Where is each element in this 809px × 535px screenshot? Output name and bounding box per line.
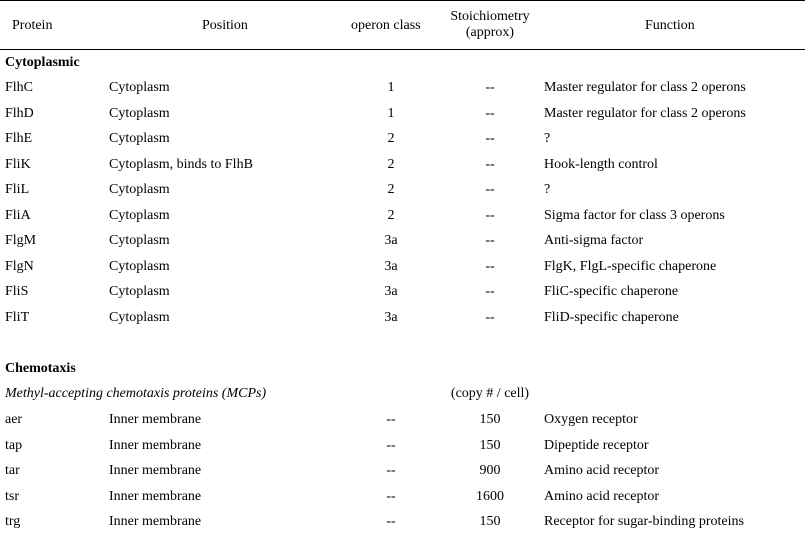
cell-stoichiometry: 150 <box>479 437 501 453</box>
cell-stoichiometry: 900 <box>479 463 501 478</box>
cell-position: Cytoplasm <box>109 258 170 274</box>
cell-protein: FliK <box>5 156 31 172</box>
header-bottom-rule <box>0 49 805 50</box>
cell-position: Cytoplasm <box>109 284 170 299</box>
cell-protein: tsr <box>5 488 19 504</box>
cell-function: FliC-specific chaperone <box>544 284 679 299</box>
cell-operon-class: 3a <box>384 258 398 274</box>
header-protein: Protein <box>12 18 53 33</box>
header-stoichiometry-line2: (approx) <box>465 25 515 40</box>
cell-function: FliD-specific chaperone <box>544 309 679 325</box>
cell-operon-class: 3a <box>384 309 398 325</box>
cell-protein: FliL <box>5 182 30 197</box>
cell-operon-class: 2 <box>387 207 395 223</box>
cell-function: Master regulator for class 2 operons <box>544 105 746 121</box>
cell-function: FlgK, FlgL-specific chaperone <box>544 258 717 274</box>
cell-function: Amino acid receptor <box>544 463 660 478</box>
cell-protein: FlhE <box>5 131 33 146</box>
cell-position: Cytoplasm <box>109 80 170 95</box>
header-stoichiometry-line1: Stoichiometry <box>450 9 530 24</box>
cell-stoichiometry: -- <box>485 309 495 325</box>
cell-operon-class: 3a <box>384 284 398 299</box>
cell-stoichiometry: 1600 <box>476 488 504 504</box>
cell-stoichiometry: -- <box>485 156 495 172</box>
copy-number-label: (copy # / cell) <box>450 386 530 401</box>
section-title-chemotaxis: Chemotaxis <box>5 361 76 376</box>
cell-function: Oxygen receptor <box>544 412 638 427</box>
cell-position: Inner membrane <box>109 514 202 529</box>
cell-function: ? <box>544 131 551 146</box>
cell-operon-class: 2 <box>387 156 395 172</box>
cell-position: Inner membrane <box>109 437 202 453</box>
table-top-rule <box>0 0 805 1</box>
cell-protein: aer <box>5 412 23 427</box>
cell-stoichiometry: -- <box>485 80 495 95</box>
cell-position: Cytoplasm <box>109 105 170 121</box>
cell-operon-class: 1 <box>387 80 395 95</box>
cell-stoichiometry: -- <box>485 182 495 197</box>
cell-protein: FlhC <box>5 80 34 95</box>
cell-operon-class: 3a <box>384 233 398 248</box>
cell-protein: FliA <box>5 207 31 223</box>
cell-stoichiometry: -- <box>485 233 495 248</box>
cell-operon-class: -- <box>386 488 396 504</box>
cell-position: Cytoplasm <box>109 207 170 223</box>
cell-stoichiometry: -- <box>485 258 495 274</box>
cell-position: Inner membrane <box>109 463 202 478</box>
cell-function: Sigma factor for class 3 operons <box>544 207 725 223</box>
cell-protein: FlhD <box>5 105 34 121</box>
cell-position: Cytoplasm <box>109 131 170 146</box>
cell-operon-class: -- <box>386 437 396 453</box>
cell-stoichiometry: 150 <box>479 412 501 427</box>
cell-function: Master regulator for class 2 operons <box>544 80 746 95</box>
cell-stoichiometry: -- <box>485 284 495 299</box>
header-stoichiometry <box>450 9 529 41</box>
cell-protein: tar <box>5 463 20 478</box>
cell-function: Dipeptide receptor <box>544 437 649 453</box>
section-title-cytoplasmic: Cytoplasmic <box>5 55 80 70</box>
cell-position: Inner membrane <box>109 488 202 504</box>
cell-function: Anti-sigma factor <box>544 233 644 248</box>
cell-operon-class: -- <box>386 463 396 478</box>
cell-protein: FlgM <box>5 233 37 248</box>
cell-protein: FliT <box>5 309 30 325</box>
cell-operon-class: -- <box>386 514 396 529</box>
section-subtitle-mcps: Methyl-accepting chemotaxis proteins (MCPs) <box>5 386 267 401</box>
cell-position: Cytoplasm <box>109 309 170 325</box>
cell-function: Receptor for sugar-binding proteins <box>544 514 744 529</box>
cell-position: Cytoplasm <box>109 233 170 248</box>
header-function: Function <box>645 18 695 33</box>
cell-protein: FlgN <box>5 258 34 274</box>
cell-position: Cytoplasm, binds to FlhB <box>109 156 253 172</box>
cell-operon-class: 2 <box>387 131 395 146</box>
cell-operon-class: 1 <box>387 105 395 121</box>
cell-protein: tap <box>5 437 23 453</box>
cell-position: Inner membrane <box>109 412 202 427</box>
cell-stoichiometry: -- <box>485 207 495 223</box>
cell-function: ? <box>544 182 551 197</box>
cell-position: Cytoplasm <box>109 182 170 197</box>
cell-stoichiometry: -- <box>485 131 495 146</box>
cell-protein: trg <box>5 514 21 529</box>
cell-operon-class: -- <box>386 412 396 427</box>
header-operon-class: operon class <box>351 18 421 33</box>
header-position: Position <box>202 18 248 33</box>
cell-stoichiometry: -- <box>485 105 495 121</box>
cell-operon-class: 2 <box>387 182 395 197</box>
cell-stoichiometry: 150 <box>479 514 501 529</box>
cell-protein: FliS <box>5 284 29 299</box>
cell-function: Amino acid receptor <box>544 488 660 504</box>
cell-function: Hook-length control <box>544 156 658 172</box>
